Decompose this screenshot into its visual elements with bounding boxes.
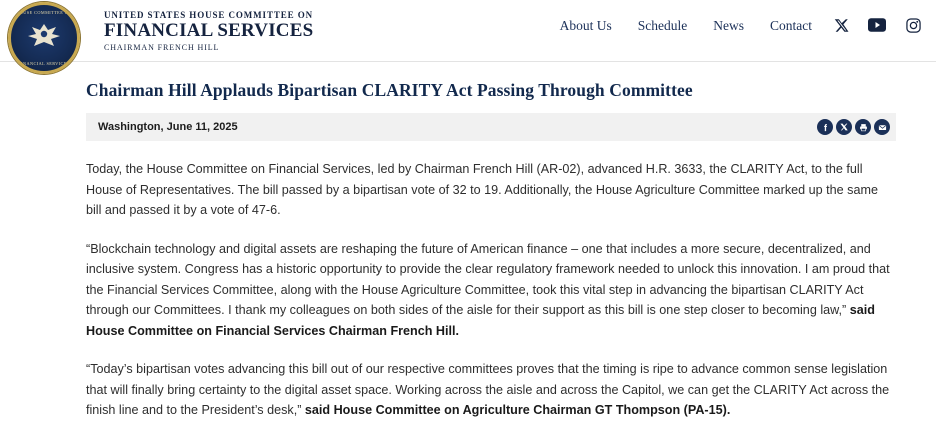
brand-line-3: CHAIRMAN FRENCH HILL bbox=[104, 43, 220, 52]
dateline-bar bbox=[86, 113, 896, 141]
share-facebook-button[interactable] bbox=[817, 119, 833, 135]
brand-line-1: UNITED STATES HOUSE COMMITTEE ON bbox=[104, 10, 314, 20]
page-scrollbar[interactable] bbox=[930, 0, 936, 426]
x-twitter-icon[interactable] bbox=[832, 16, 850, 34]
nav-about-us[interactable]: About Us bbox=[559, 18, 612, 33]
share-buttons bbox=[817, 119, 890, 135]
main-navigation bbox=[560, 18, 812, 34]
site-brand[interactable] bbox=[104, 10, 313, 52]
social-links bbox=[832, 16, 922, 34]
youtube-icon[interactable] bbox=[868, 16, 886, 34]
paragraph-3-segment-1: “Today’s bipartisan votes advancing this bill out of our respective committees proves that the timing is ripe to advance common sense legislation that will finally bring certainty to the digital asset space. Working across the aisle and across the Capitol, we can get the CLARITY Act across the finish line and to the President’s desk,” bbox=[86, 362, 890, 417]
seal-ring-bottom-text: FINANCIAL SERVICES bbox=[18, 61, 70, 66]
article-paragraph-1 bbox=[86, 159, 896, 221]
share-email-button[interactable] bbox=[874, 119, 890, 135]
share-x-button[interactable] bbox=[836, 119, 852, 135]
paragraph-2-segment-1: “Blockchain technology and digital assets are reshaping the future of American finance – one that includes a more secure, decentralized, and inclusive system. Congress has a historic opportunity to provide the clear regulatory framework needed to unlock this innovation. I am proud that the Financial Services Committee, along with the House Agriculture Committee, took this vital step in advancing the bipartisan CLARITY Act through our Committees. I thank my colleagues on both sides of the aisle for their support as this bill is one step closer to becoming law,” bbox=[86, 241, 890, 317]
nav-news[interactable]: News bbox=[713, 18, 744, 33]
nav-schedule[interactable]: Schedule bbox=[637, 18, 688, 33]
article-paragraph-3 bbox=[86, 359, 896, 421]
site-header bbox=[0, 0, 936, 66]
instagram-icon[interactable] bbox=[904, 16, 922, 34]
article-paragraph-2 bbox=[86, 239, 896, 342]
article-body bbox=[86, 74, 896, 426]
brand-line-2: FINANCIAL SERVICES bbox=[104, 20, 314, 41]
paragraph-3-attribution: said House Committee on Agriculture Chairman GT Thompson (PA-15). bbox=[304, 403, 731, 417]
seal-ring-top-text: HOUSE COMMITTEE ON bbox=[16, 10, 72, 15]
paragraph-2-attribution: said House Committee on Financial Services Chairman French Hill. bbox=[86, 303, 875, 338]
nav-contact[interactable]: Contact bbox=[770, 18, 812, 33]
page-title: Chairman Hill Applauds Bipartisan CLARITY Act Passing Through Committee bbox=[86, 80, 693, 100]
dateline-text: Washington, June 11, 2025 bbox=[98, 121, 238, 133]
committee-seal bbox=[8, 2, 80, 74]
paragraph-1-segment-1: Today, the House Committee on Financial Services, led by Chairman French Hill (AR-02), advanced H.R. 3633, the CLARITY Act, to the full House of Representatives. The bill passed by a bipartisan vote of 32 to 19. Additionally, the House Agriculture Committee marked up the same bill and passed it by a vote of 47-6. bbox=[86, 162, 878, 217]
share-print-button[interactable] bbox=[855, 119, 871, 135]
eagle-seal-icon bbox=[21, 21, 67, 55]
